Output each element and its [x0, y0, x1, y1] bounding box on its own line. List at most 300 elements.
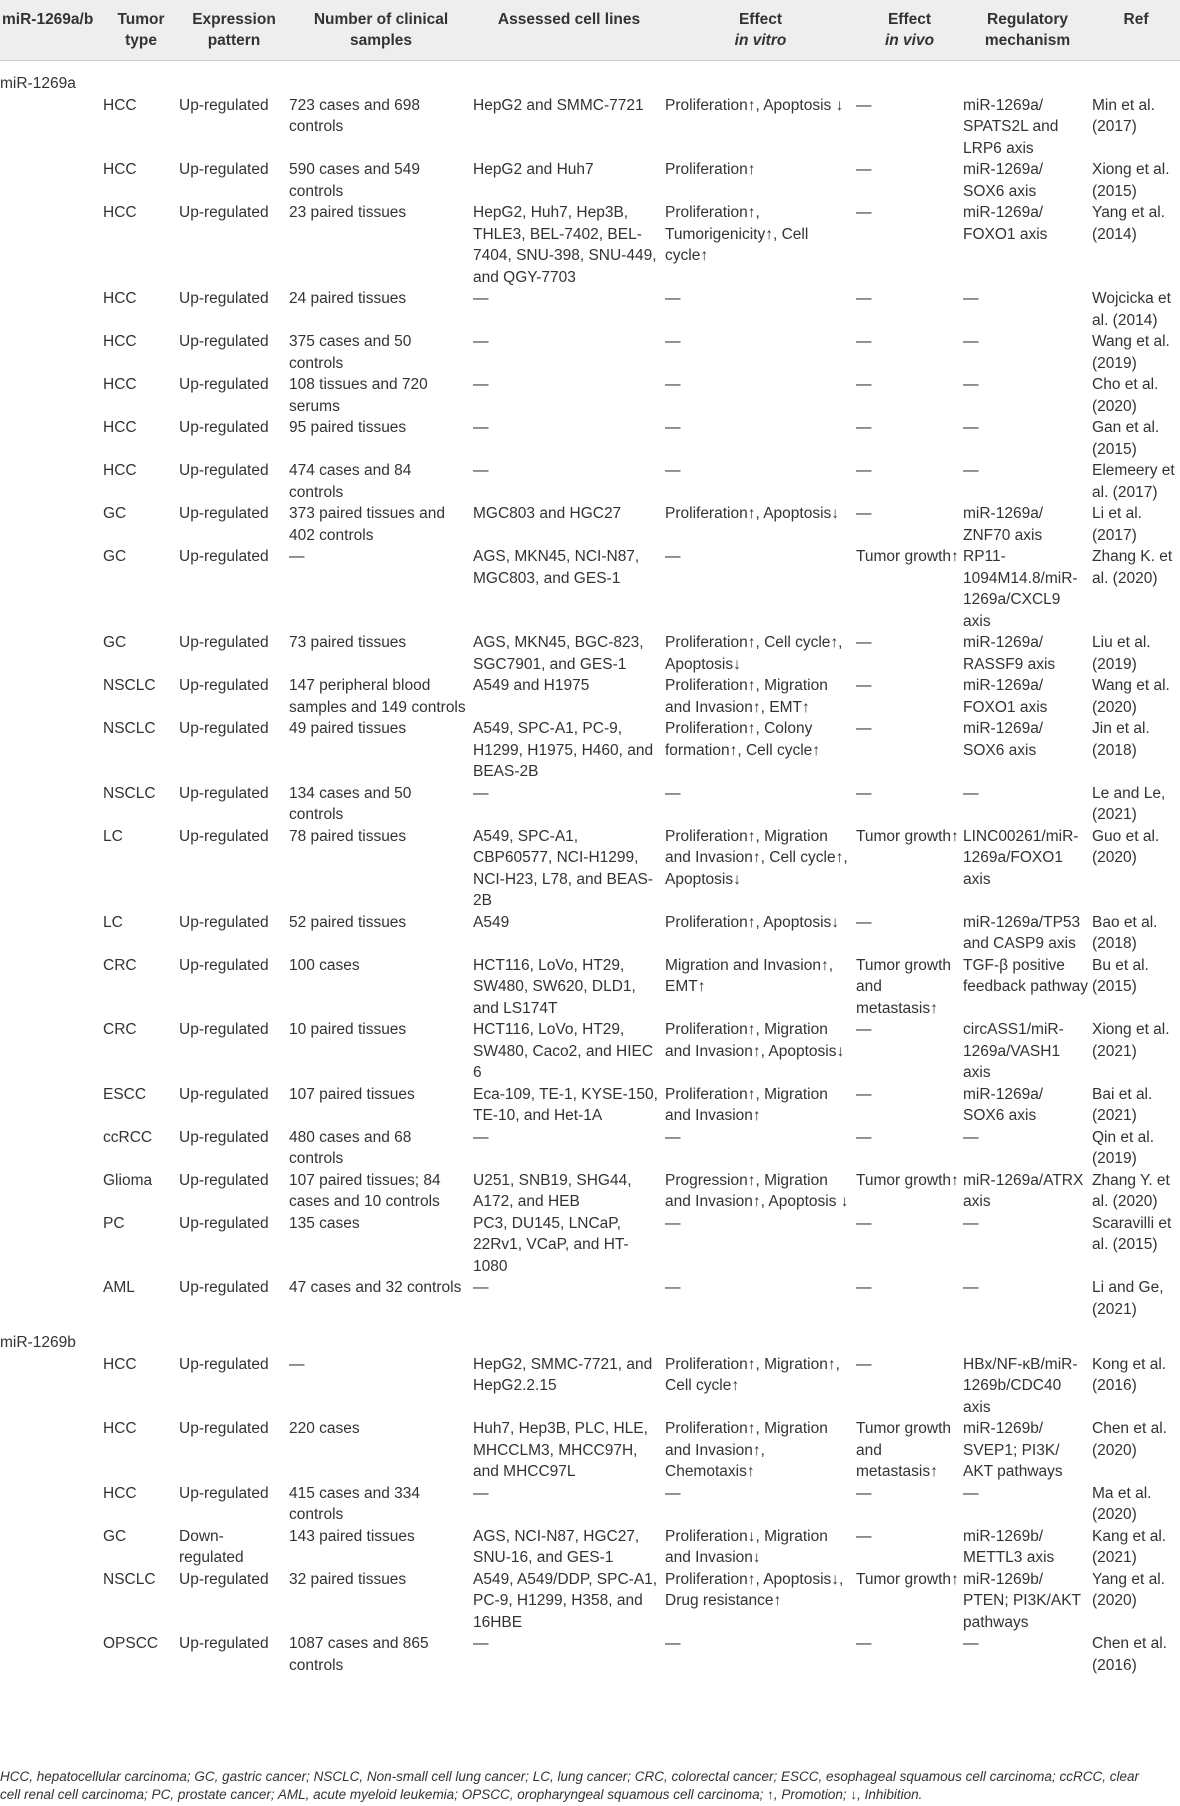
cell-effect-in-vivo: Tumor growth and metastasis↑	[856, 956, 952, 1017]
cell-cell-lines: —	[473, 290, 489, 307]
cell-expression-pattern: Up-regulated	[179, 913, 269, 931]
cell-reference: Wojcicka et al. (2014)	[1092, 290, 1171, 329]
cell-regulatory-mechanism: miR-1269b/ SVEP1; PI3K/ AKT pathways	[963, 1420, 1063, 1480]
cell-effect-in-vivo: —	[856, 290, 872, 307]
table-row	[0, 826, 1180, 912]
cell-effect-in-vivo: —	[856, 1214, 872, 1232]
cell-expression-pattern: Up-regulated	[179, 1355, 269, 1373]
cell-effect-in-vitro: —	[665, 376, 681, 393]
row-spacer	[0, 912, 103, 955]
cell-regulatory-mechanism: LINC00261/miR-1269a/FOXO1 axis	[963, 827, 1079, 888]
cell-expression-pattern: Up-regulated	[179, 161, 269, 178]
cell-expression-pattern: Up-regulated	[179, 1570, 269, 1588]
table-row	[0, 288, 1180, 331]
cell-reference: Chen et al. (2016)	[1092, 1635, 1167, 1674]
cell-tumor-type: HCC	[103, 1420, 137, 1437]
cell-tumor-type: NSCLC	[103, 784, 156, 802]
table-row	[0, 417, 1180, 460]
cell-expression-pattern: Up-regulated	[179, 462, 269, 479]
cell-cell-lines: HCT116, LoVo, HT29, SW480, SW620, DLD1, and LS174T	[473, 956, 636, 1017]
cell-clinical-samples: 220 cases	[289, 1420, 360, 1437]
row-spacer	[0, 826, 103, 912]
cell-effect-in-vivo: —	[856, 720, 872, 737]
cell-expression-pattern: Up-regulated	[179, 204, 269, 221]
cell-effect-in-vivo: —	[856, 333, 872, 350]
row-spacer	[0, 1084, 103, 1127]
cell-effect-in-vitro: —	[665, 462, 681, 479]
cell-clinical-samples: 474 cases and 84 controls	[289, 462, 412, 501]
cell-reference: Zhang K. et al. (2020)	[1092, 548, 1173, 587]
cell-clinical-samples: 100 cases	[289, 956, 360, 974]
row-spacer	[0, 288, 103, 331]
cell-regulatory-mechanism: —	[963, 784, 979, 802]
cell-regulatory-mechanism: —	[963, 1484, 979, 1502]
cell-clinical-samples: 135 cases	[289, 1214, 360, 1232]
cell-cell-lines: A549, SPC-A1, PC-9, H1299, H1975, H460, and BEAS-2B	[473, 720, 654, 780]
cell-tumor-type: GC	[103, 505, 127, 522]
cell-expression-pattern: Up-regulated	[179, 1128, 269, 1146]
cell-regulatory-mechanism: TGF-β positive feedback pathway	[963, 956, 1088, 995]
header-effect-label: Effect	[887, 11, 932, 28]
table-footnote: HCC, hepatocellular carcinoma; GC, gastric cancer; NSCLC, Non-small cell lung cancer; LC, lung cancer; CRC, colorectal cancer; ESCC, esophageal squamous cell carcinoma; ccRCC, clear cell renal cell carcinoma; PC, prostate cancer; AML, acute myeloid leukemia; OPSCC, oropharyngeal squamous cell carcinoma; ↑, Promotion; ↓, Inhibition.	[0, 1769, 1139, 1802]
cell-reference: Qin et al. (2019)	[1092, 1128, 1155, 1167]
cell-cell-lines: —	[473, 462, 489, 479]
row-spacer	[0, 1526, 103, 1569]
cell-effect-in-vivo: Tumor growth↑	[856, 548, 959, 565]
cell-effect-in-vitro: Proliferation↑, Migration and Invasion↑, Chemotaxis↑	[665, 1420, 828, 1480]
cell-effect-in-vitro: —	[665, 419, 681, 436]
cell-effect-in-vivo: —	[856, 204, 872, 221]
cell-clinical-samples: 107 paired tissues	[289, 1085, 415, 1103]
cell-effect-in-vitro: Proliferation↑, Migration and Invasion↑, Cell cycle↑, Apoptosis↓	[665, 827, 848, 888]
cell-clinical-samples: 723 cases and 698 controls	[289, 96, 420, 135]
cell-cell-lines: —	[473, 1484, 489, 1502]
table-row	[0, 460, 1180, 503]
cell-clinical-samples: 480 cases and 68 controls	[289, 1128, 412, 1167]
cell-effect-in-vitro: Proliferation↑	[665, 161, 756, 178]
group-row	[0, 61, 1180, 95]
cell-reference: Jin et al. (2018)	[1092, 720, 1150, 759]
cell-effect-in-vivo: —	[856, 419, 872, 436]
cell-cell-lines: A549 and H1975	[473, 677, 590, 694]
row-spacer	[0, 955, 103, 1020]
group-mir-1269a	[0, 61, 1180, 1321]
group-mir-1269b	[0, 1320, 1180, 1676]
cell-regulatory-mechanism: —	[963, 1279, 979, 1296]
table-row	[0, 1127, 1180, 1170]
cell-regulatory-mechanism: miR-1269a/ ZNF70 axis	[963, 505, 1044, 544]
cell-effect-in-vitro: —	[665, 1484, 681, 1502]
cell-tumor-type: LC	[103, 827, 123, 845]
cell-reference: Bai et al. (2021)	[1092, 1085, 1153, 1124]
cell-expression-pattern: Up-regulated	[179, 720, 269, 737]
cell-effect-in-vivo: Tumor growth↑	[856, 1570, 959, 1588]
cell-clinical-samples: 1087 cases and 865 controls	[289, 1635, 429, 1674]
cell-effect-in-vivo: Tumor growth↑	[856, 1171, 959, 1189]
cell-cell-lines: AGS, MKN45, BGC-823, SGC7901, and GES-1	[473, 634, 644, 673]
cell-regulatory-mechanism: miR-1269a/ RASSF9 axis	[963, 634, 1056, 673]
cell-effect-in-vivo: —	[856, 462, 872, 479]
cell-reference: Elemeery et al. (2017)	[1092, 462, 1175, 501]
row-spacer	[0, 1418, 103, 1483]
table-row	[0, 1418, 1180, 1483]
cell-cell-lines: U251, SNB19, SHG44, A172, and HEB	[473, 1171, 632, 1210]
cell-regulatory-mechanism: miR-1269a/ SPATS2L and LRP6 axis	[963, 96, 1059, 157]
cell-clinical-samples: 590 cases and 549 controls	[289, 161, 420, 200]
cell-regulatory-mechanism: —	[963, 1128, 979, 1146]
cell-reference: Li and Ge, (2021)	[1092, 1279, 1164, 1318]
cell-clinical-samples: 52 paired tissues	[289, 913, 407, 931]
cell-expression-pattern: Up-regulated	[179, 1635, 269, 1652]
cell-cell-lines: HepG2, Huh7, Hep3B, THLE3, BEL-7402, BEL-7404, SNU-398, SNU-449, and QGY-7703	[473, 204, 657, 286]
cell-clinical-samples: 143 paired tissues	[289, 1527, 415, 1545]
cell-tumor-type: HCC	[103, 1484, 137, 1502]
cell-cell-lines: —	[473, 1279, 489, 1296]
header-effect-in-vitro	[665, 0, 856, 61]
cell-tumor-type: HCC	[103, 204, 137, 221]
cell-reference: Kang et al. (2021)	[1092, 1527, 1167, 1566]
cell-tumor-type: CRC	[103, 956, 137, 974]
cell-expression-pattern: Up-regulated	[179, 784, 269, 802]
table-row	[0, 546, 1180, 632]
cell-regulatory-mechanism: —	[963, 333, 979, 350]
table-row	[0, 374, 1180, 417]
table-row	[0, 1084, 1180, 1127]
cell-effect-in-vivo: —	[856, 634, 872, 651]
cell-cell-lines: —	[473, 784, 489, 802]
row-spacer	[0, 503, 103, 546]
row-spacer	[0, 1569, 103, 1634]
table-row	[0, 912, 1180, 955]
table-row	[0, 1633, 1180, 1676]
cell-reference: Ma et al. (2020)	[1092, 1484, 1152, 1523]
cell-reference: Le and Le, (2021)	[1092, 784, 1166, 823]
cell-clinical-samples: —	[289, 548, 305, 565]
cell-expression-pattern: Up-regulated	[179, 376, 269, 393]
cell-regulatory-mechanism: miR-1269a/ATRX axis	[963, 1171, 1084, 1210]
group-label: miR-1269a	[0, 75, 76, 92]
row-spacer	[0, 783, 103, 826]
row-spacer	[0, 417, 103, 460]
table-row	[0, 1354, 1180, 1419]
cell-effect-in-vitro: Proliferation↑, Migration and Invasion↑, Apoptosis↓	[665, 1021, 845, 1060]
cell-clinical-samples: 95 paired tissues	[289, 419, 407, 436]
cell-expression-pattern: Up-regulated	[179, 634, 269, 651]
cell-effect-in-vivo: —	[856, 1484, 872, 1502]
cell-cell-lines: MGC803 and HGC27	[473, 505, 622, 522]
cell-reference: Wang et al. (2019)	[1092, 333, 1170, 372]
row-spacer	[0, 1019, 103, 1084]
header-tumor: Tumor type	[103, 0, 179, 61]
cell-tumor-type: Glioma	[103, 1171, 153, 1189]
cell-cell-lines: AGS, MKN45, NCI-N87, MGC803, and GES-1	[473, 548, 640, 587]
row-spacer	[0, 1213, 103, 1278]
cell-effect-in-vivo: Tumor growth and metastasis↑	[856, 1420, 952, 1480]
cell-regulatory-mechanism: —	[963, 462, 979, 479]
row-spacer	[0, 1483, 103, 1526]
table-row	[0, 955, 1180, 1020]
cell-regulatory-mechanism: miR-1269a/ FOXO1 axis	[963, 677, 1048, 716]
cell-reference: Chen et al. (2020)	[1092, 1420, 1167, 1459]
cell-expression-pattern: Up-regulated	[179, 333, 269, 350]
cell-regulatory-mechanism: —	[963, 290, 979, 307]
cell-effect-in-vitro: —	[665, 784, 681, 802]
cell-regulatory-mechanism: miR-1269b/ METTL3 axis	[963, 1527, 1055, 1566]
table-row	[0, 1213, 1180, 1278]
cell-tumor-type: PC	[103, 1214, 125, 1232]
cell-effect-in-vitro: Proliferation↑, Colony formation↑, Cell cycle↑	[665, 720, 821, 759]
table-row	[0, 1526, 1180, 1569]
row-spacer	[0, 95, 103, 160]
cell-expression-pattern: Up-regulated	[179, 96, 269, 114]
cell-tumor-type: HCC	[103, 333, 137, 350]
cell-effect-in-vivo: —	[856, 1128, 872, 1146]
cell-clinical-samples: 107 paired tissues; 84 cases and 10 controls	[289, 1171, 441, 1210]
row-spacer	[0, 374, 103, 417]
cell-effect-in-vivo: —	[856, 1635, 872, 1652]
cell-cell-lines: Eca-109, TE-1, KYSE-150, TE-10, and Het-1A	[473, 1085, 658, 1124]
header-expression: Expression pattern	[179, 0, 289, 61]
cell-clinical-samples: 108 tissues and 720 serums	[289, 376, 428, 415]
cell-effect-in-vitro: Proliferation↓, Migration and Invasion↓	[665, 1527, 828, 1566]
cell-cell-lines: —	[473, 1635, 489, 1652]
cell-tumor-type: NSCLC	[103, 720, 156, 737]
cell-tumor-type: LC	[103, 913, 123, 931]
cell-tumor-type: ccRCC	[103, 1128, 153, 1146]
cell-expression-pattern: Up-regulated	[179, 1171, 269, 1189]
cell-cell-lines: PC3, DU145, LNCaP, 22Rv1, VCaP, and HT-1080	[473, 1214, 629, 1275]
cell-reference: Li et al. (2017)	[1092, 505, 1142, 544]
cell-regulatory-mechanism: RP11-1094M14.8/miR-1269a/CXCL9 axis	[963, 548, 1078, 630]
cell-effect-in-vitro: Proliferation↑, Migration↑, Cell cycle↑	[665, 1355, 840, 1394]
table-row	[0, 159, 1180, 202]
cell-cell-lines: A549	[473, 913, 510, 931]
table-row	[0, 718, 1180, 783]
group-label: miR-1269b	[0, 1334, 76, 1351]
cell-effect-in-vivo: —	[856, 1355, 872, 1373]
cell-clinical-samples: 10 paired tissues	[289, 1021, 407, 1038]
row-spacer	[0, 718, 103, 783]
cell-effect-in-vivo: Tumor growth↑	[856, 827, 959, 845]
cell-clinical-samples: —	[289, 1355, 305, 1373]
cell-effect-in-vitro: —	[665, 1214, 681, 1232]
cell-expression-pattern: Up-regulated	[179, 419, 269, 436]
row-spacer	[0, 159, 103, 202]
table-row	[0, 202, 1180, 288]
cell-clinical-samples: 47 cases and 32 controls	[289, 1279, 462, 1296]
header-effect-label: Effect	[738, 11, 783, 28]
cell-reference: Bao et al. (2018)	[1092, 913, 1158, 952]
cell-expression-pattern: Up-regulated	[179, 1085, 269, 1103]
cell-clinical-samples: 78 paired tissues	[289, 827, 407, 845]
cell-regulatory-mechanism: HBx/NF-κB/miR-1269b/CDC40 axis	[963, 1355, 1078, 1416]
cell-regulatory-mechanism: miR-1269a/ SOX6 axis	[963, 720, 1044, 759]
cell-effect-in-vivo: —	[856, 161, 872, 178]
cell-expression-pattern: Up-regulated	[179, 290, 269, 307]
header-mechanism: Regulatory mechanism	[963, 0, 1092, 61]
cell-effect-in-vivo: —	[856, 1279, 872, 1296]
cell-clinical-samples: 134 cases and 50 controls	[289, 784, 412, 823]
cell-tumor-type: AML	[103, 1279, 135, 1296]
cell-reference: Yang et al. (2020)	[1092, 1570, 1165, 1609]
cell-clinical-samples: 49 paired tissues	[289, 720, 407, 737]
cell-effect-in-vivo: —	[856, 505, 872, 522]
cell-expression-pattern: Up-regulated	[179, 677, 269, 694]
cell-tumor-type: OPSCC	[103, 1635, 159, 1652]
cell-effect-in-vivo: —	[856, 96, 872, 114]
cell-regulatory-mechanism: —	[963, 1635, 979, 1652]
cell-regulatory-mechanism: —	[963, 419, 979, 436]
group-row	[0, 1320, 1180, 1354]
cell-clinical-samples: 32 paired tissues	[289, 1570, 407, 1588]
row-spacer	[0, 460, 103, 503]
cell-effect-in-vivo: —	[856, 784, 872, 802]
cell-clinical-samples: 147 peripheral blood samples and 149 controls	[289, 677, 466, 716]
cell-effect-in-vitro: Proliferation↑, Tumorigenicity↑, Cell cycle↑	[665, 204, 809, 264]
header-group: miR-1269a/b	[0, 0, 103, 61]
header-cell-lines: Assessed cell lines	[473, 0, 665, 61]
cell-clinical-samples: 373 paired tissues and 402 controls	[289, 505, 445, 544]
cell-cell-lines: HepG2 and Huh7	[473, 161, 594, 178]
cell-effect-in-vitro: Proliferation↑, Cell cycle↑, Apoptosis↓	[665, 634, 843, 673]
cell-expression-pattern: Up-regulated	[179, 827, 269, 845]
header-samples: Number of clinical samples	[289, 0, 473, 61]
cell-reference: Yang et al. (2014)	[1092, 204, 1165, 243]
cell-tumor-type: HCC	[103, 462, 137, 479]
cell-cell-lines: —	[473, 1128, 489, 1146]
cell-tumor-type: NSCLC	[103, 1570, 156, 1588]
cell-effect-in-vivo: —	[856, 677, 872, 694]
cell-effect-in-vitro: Migration and Invasion↑, EMT↑	[665, 956, 834, 995]
cell-effect-in-vitro: Proliferation↑, Apoptosis↓	[665, 505, 840, 522]
cell-regulatory-mechanism: miR-1269a/ SOX6 axis	[963, 161, 1044, 200]
cell-effect-in-vivo: —	[856, 1085, 872, 1103]
cell-effect-in-vitro: Proliferation↑, Apoptosis↓, Drug resistance↑	[665, 1570, 844, 1609]
table-row	[0, 1170, 1180, 1213]
cell-reference: Cho et al. (2020)	[1092, 376, 1159, 415]
row-spacer	[0, 1277, 103, 1320]
row-spacer	[0, 1633, 103, 1676]
cell-effect-in-vitro: —	[665, 1128, 681, 1146]
cell-cell-lines: —	[473, 376, 489, 393]
cell-reference: Xiong et al. (2021)	[1092, 1021, 1170, 1060]
table-header	[0, 0, 1180, 61]
cell-regulatory-mechanism: miR-1269a/TP53 and CASP9 axis	[963, 913, 1081, 952]
table-row	[0, 1019, 1180, 1084]
cell-cell-lines: —	[473, 333, 489, 350]
table-row	[0, 1483, 1180, 1526]
cell-effect-in-vitro: —	[665, 333, 681, 350]
cell-reference: Liu et al. (2019)	[1092, 634, 1151, 673]
table-row	[0, 675, 1180, 718]
row-spacer	[0, 546, 103, 632]
table-row	[0, 1569, 1180, 1634]
cell-tumor-type: HCC	[103, 419, 137, 436]
cell-tumor-type: GC	[103, 1527, 127, 1545]
cell-tumor-type: NSCLC	[103, 677, 156, 694]
header-effect-in-vivo	[856, 0, 963, 61]
cell-effect-in-vitro: Proliferation↑, Apoptosis↓	[665, 913, 840, 931]
cell-effect-in-vitro: —	[665, 1279, 681, 1296]
cell-effect-in-vivo: —	[856, 1021, 872, 1038]
cell-expression-pattern: Up-regulated	[179, 1420, 269, 1437]
row-spacer	[0, 331, 103, 374]
row-spacer	[0, 1127, 103, 1170]
row-spacer	[0, 675, 103, 718]
cell-expression-pattern: Up-regulated	[179, 1214, 269, 1232]
cell-reference: Kong et al. (2016)	[1092, 1355, 1167, 1394]
cell-regulatory-mechanism: circASS1/miR-1269a/VASH1 axis	[963, 1021, 1064, 1081]
cell-clinical-samples: 415 cases and 334 controls	[289, 1484, 420, 1523]
cell-regulatory-mechanism: miR-1269b/ PTEN; PI3K/AKT pathways	[963, 1570, 1081, 1631]
cell-clinical-samples: 375 cases and 50 controls	[289, 333, 412, 372]
cell-reference: Wang et al. (2020)	[1092, 677, 1170, 716]
cell-effect-in-vitro: Proliferation↑, Migration and Invasion↑	[665, 1085, 828, 1124]
header-ref: Ref	[1092, 0, 1180, 61]
cell-effect-in-vitro: Proliferation↑, Apoptosis ↓	[665, 96, 844, 114]
cell-reference: Guo et al. (2020)	[1092, 827, 1160, 866]
cell-cell-lines: A549, SPC-A1, CBP60577, NCI-H1299, NCI-H23, L78, and BEAS-2B	[473, 827, 654, 909]
cell-expression-pattern: Down-regulated	[179, 1527, 244, 1566]
cell-reference: Zhang Y. et al. (2020)	[1092, 1171, 1170, 1210]
header-in-vivo-label: in vivo	[884, 32, 935, 49]
cell-reference: Gan et al. (2015)	[1092, 419, 1160, 458]
cell-tumor-type: HCC	[103, 161, 137, 178]
cell-tumor-type: HCC	[103, 376, 137, 393]
cell-expression-pattern: Up-regulated	[179, 1279, 269, 1296]
table-row	[0, 331, 1180, 374]
cell-effect-in-vitro: —	[665, 290, 681, 307]
cell-cell-lines: —	[473, 419, 489, 436]
cell-regulatory-mechanism: —	[963, 376, 979, 393]
cell-tumor-type: HCC	[103, 1355, 137, 1373]
cell-clinical-samples: 24 paired tissues	[289, 290, 407, 307]
cell-reference: Xiong et al. (2015)	[1092, 161, 1170, 200]
table-row	[0, 503, 1180, 546]
cell-cell-lines: HCT116, LoVo, HT29, SW480, Caco2, and HIEC 6	[473, 1021, 654, 1081]
table-row	[0, 1277, 1180, 1320]
cell-cell-lines: AGS, NCI-N87, HGC27, SNU-16, and GES-1	[473, 1527, 640, 1566]
cell-tumor-type: GC	[103, 634, 127, 651]
cell-effect-in-vivo: —	[856, 376, 872, 393]
cell-clinical-samples: 23 paired tissues	[289, 204, 407, 221]
cell-tumor-type: HCC	[103, 96, 137, 114]
table-row	[0, 632, 1180, 675]
cell-effect-in-vivo: —	[856, 913, 872, 931]
cell-expression-pattern: Up-regulated	[179, 505, 269, 522]
cell-regulatory-mechanism: miR-1269a/ FOXO1 axis	[963, 204, 1048, 243]
cell-cell-lines: A549, A549/DDP, SPC-A1, PC-9, H1299, H358, and 16HBE	[473, 1570, 658, 1631]
cell-tumor-type: GC	[103, 548, 127, 565]
cell-regulatory-mechanism: —	[963, 1214, 979, 1232]
row-spacer	[0, 1170, 103, 1213]
cell-tumor-type: ESCC	[103, 1085, 147, 1103]
cell-effect-in-vitro: —	[665, 1635, 681, 1652]
cell-clinical-samples: 73 paired tissues	[289, 634, 407, 651]
row-spacer	[0, 632, 103, 675]
cell-effect-in-vitro: Progression↑, Migration and Invasion↑, Apoptosis ↓	[665, 1171, 849, 1210]
cell-regulatory-mechanism: miR-1269a/ SOX6 axis	[963, 1085, 1044, 1124]
cell-tumor-type: CRC	[103, 1021, 137, 1038]
cell-cell-lines: HepG2, SMMC-7721, and HepG2.2.15	[473, 1355, 653, 1394]
cell-effect-in-vivo: —	[856, 1527, 872, 1545]
row-spacer	[0, 1354, 103, 1419]
cell-expression-pattern: Up-regulated	[179, 1484, 269, 1502]
table-row	[0, 95, 1180, 160]
cell-expression-pattern: Up-regulated	[179, 956, 269, 974]
cell-effect-in-vitro: —	[665, 548, 681, 565]
cell-cell-lines: HepG2 and SMMC-7721	[473, 96, 644, 114]
